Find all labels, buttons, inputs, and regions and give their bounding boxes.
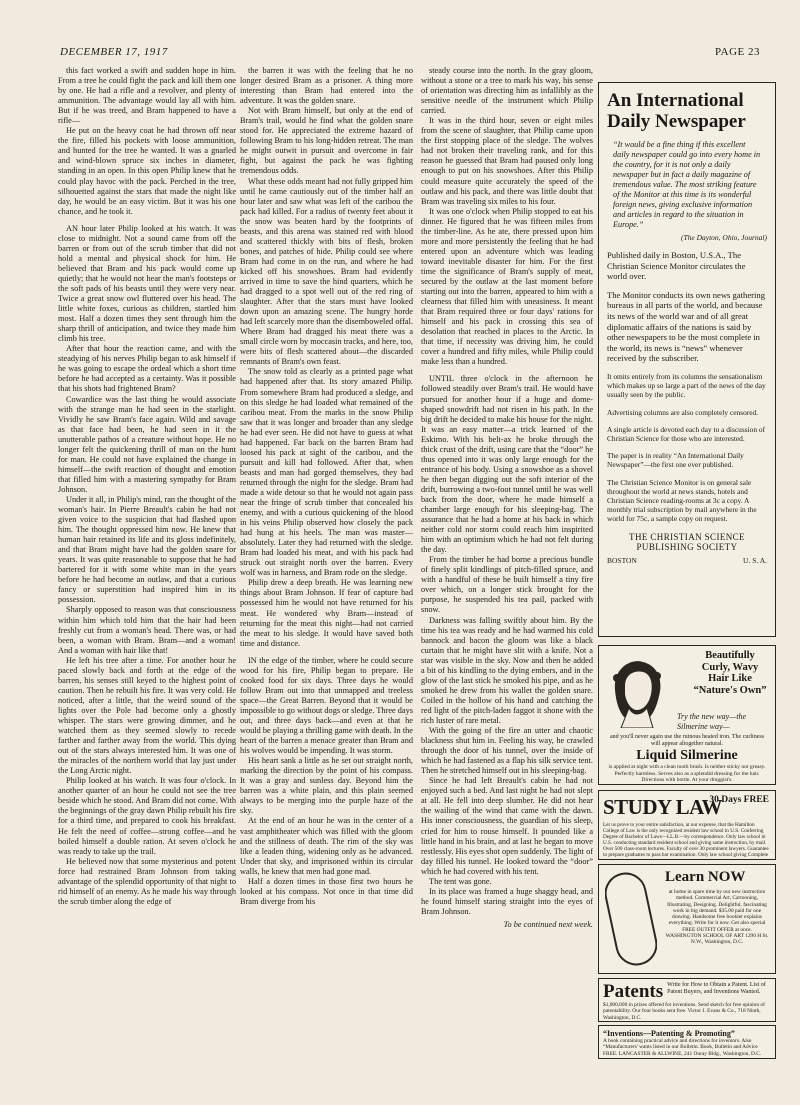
ad-paragraph: Advertising columns are also completely censored. xyxy=(607,407,759,417)
ad-quote: “It would be a fine thing if this excellent daily newspaper could go into every home in the country, for it is not only a daily newspaper but in fact a daily magazine of tremendous value. The most striking feature of the Monitor at this time is its wonderful foreign news, giving exclusive information and articles in regard to the situation in Europe.” xyxy=(613,140,761,229)
ad-body: Try the new way—the Silmerine way— xyxy=(677,712,747,731)
story-paragraph: The snow told as clearly as a printed page what had happened after that. Its story amazed Philip. From somewhere Bram had produced a sledge, and on this sledge he had loaded what remained of the caribou meat. From the marks in the snow Philip saw that it was longer and broader than any sledge he had ever seen. He did not have to guess at what had happened. Far back on the barren Bram had loosed his pack at sight of the caribou, and the pursuit and kill had followed. After that, when beasts and man had gorged themselves, they had returned through the night for the sledge. Bram had made a wide detour so that he would not again pass near the fringe of scrub timber that concealed his enemy, and with a curious quickening of the blood in his veins Philip observed how closely the pack had hung at his heels. The man was master—absolutely. Later they had returned with the sledge. Bram had loaded his meat, and with his pack had struck out straight north over the barren. Every wolf was in harness, and Bram rode on the sledge. xyxy=(240,367,413,578)
story-paragraph: He believed now that some mysterious and potent force had restrained Bram Johnson from taking advantage of the splendid opportunity of that night to rid himself of an enemy. As he made his way through the scrub timber along the edge of xyxy=(58,856,236,906)
ad-subtitle: Write for How to Obtain a Patent. List of Patent Buyers, and Inventions Wanted. xyxy=(667,982,766,995)
issue-date: DECEMBER 17, 1917 xyxy=(60,46,168,58)
ad-paragraph: The Christian Science Monitor is on general sale throughout the world at news stands, hotels and Christian Science reading-rooms at 3c a copy. A monthly trial subscription by mail anywhere in the world for 75c, a sample copy on request. xyxy=(607,477,757,524)
story-column-1 xyxy=(58,66,236,1086)
ad-city: BOSTON xyxy=(607,555,637,565)
inventions-advertisement xyxy=(598,1025,776,1059)
ad-title: An International Daily Newspaper xyxy=(607,90,746,132)
ad-paragraph: The Monitor conducts its own news gathering bureaus in all parts of the world, and because its news of the world war and of all great diplomatic affairs of the nations is said by other newspapers to be the most complete in the world, its news is “news” whenever received by the subscriber. xyxy=(607,289,766,364)
ad-note: and you'll never again use the ruinous heated iron. The curliness will appear altogether natural. xyxy=(609,734,765,747)
story-paragraph: From the timber he had borne a precious bundle of finely split kindlings of pitch-filled spruce, and with a handful of these he built himself a tiny fire over which, on a longer stick brought for the purpose, he suspended his tea pail, packed with snow. xyxy=(421,555,593,615)
story-paragraph: the barren it was with the feeling that he no longer desired Bram as a prisoner. A thing more interesting than Bram had entered into the adventure. It was the golden snare. xyxy=(240,66,413,106)
story-paragraph: AN hour later Philip looked at his watch. It was close to midnight. Not a sound came from off the barren or from out of the scrub timber that did not hold a mental and physical shock for him. He believed that Bram and his pack would come up quietly; that he would not hear the man's footsteps or the soft pads of his beasts until they were very near. Twice a great snow owl fluttered over his head. The little white foxes, curious as children, startled him most. Half a dozen times they sent through him the sharp thrill of anticipation, and twice they made him climb his tree. xyxy=(58,223,236,344)
ad-body: $1,000,000 in prizes offered for inventions. Send sketch for free opinion of patentability. Our four books sent free. Victor J. Evans & Co., 718 Ninth, Washington, D.C. xyxy=(603,1002,765,1021)
ad-title: “Inventions—Patenting & Promoting” xyxy=(603,1029,735,1038)
story-paragraph: UNTIL three o'clock in the afternoon he followed steadily over Bram's trail. He would have pursued for another hour if a huge and dome-shaped snowdrift had not risen in his path. In the big drift he decided to make his house for the night. It was an easy matter—a trick learned of the Eskimo. With his belt-ax he broke through the thick crust of the drift, using care that the “door” he thus opened into it was only large enough for the entrance of his body. Using a snowshoe as a shovel he then began digging out the soft interior of the drift, burrowing a two-foot tunnel until he was well back from the door, where he made himself a chamber large enough for his sleeping-bag. The assurance that he had a home at his back in which neither cold nor storm could reach him inspirited him with an optimism which he had not felt during the day. xyxy=(421,374,593,555)
story-column-3 xyxy=(421,66,593,1086)
woman-portrait-icon xyxy=(605,656,671,728)
story-paragraph: Under it all, in Philip's mind, ran the thought of the woman's hair. In Pierre Breault's cabin he had not given voice to the suspicion that had flashed upon him. The thought oppressed him now. He knew that human hair retained its life and its gloss indefinitely, and that Bram might have had the golden snare for years. It was quite reasonable to suppose that he had bartered for it with some white man in the years before he had become an outlaw, and that a curious fancy or superstition had inspired him in its possession. xyxy=(58,494,236,605)
ad-title: STUDY LAW xyxy=(603,795,722,819)
continued-note: To be continued next week. xyxy=(503,919,593,929)
story-paragraph: With the going of the fire an utter and chaotic blackness shut him in. Feeling his way, he crawled through the door of his tunnel, over the inside of which he had fastened as a flap his silk service tent. Then he stretched himself out in his sleeping-bag. xyxy=(421,726,593,776)
story-paragraph: He put on the heavy coat he had thrown off near the fire, filled his pockets with loose ammunition, and hunted for the tree he wanted. It was a gnarled and wind-blown spruce six inches in diameter, standing in an open. In this open Philip knew that he could play havoc with the pack. Perched in the tree, silhouetted against the stars that made the night like day, he would be an easy victim. But it was his one chance, and he took it. xyxy=(58,126,236,216)
ad-publisher: THE CHRISTIAN SCIENCE PUBLISHING SOCIETY xyxy=(629,531,745,552)
section-break xyxy=(421,367,593,374)
ad-body: A book containing practical advice and directions for inventors. Also “Manufacturers' wants listed in our Bulletin. Book, Bulletin and Advice FREE. LANCASTER & ALLWINE, 241 Ouray Bldg., Washington, D.C. xyxy=(603,1038,762,1057)
story-paragraph: What these odds meant had not fully gripped him until he came cautiously out of the timber half an hour later and saw what was left of the caribou the pack had killed. For a radius of twenty feet about it the snow was beaten hard by the footprints of beasts, and this arena was stained red with blood and scattered thickly with bits of flesh, broken bones, and patches of hide. Philip could see where Bram had come in on the run, and where he had kicked off his snowshoes. Bram had evidently arrived in time to save the hind quarters, which he had dragged to a spot well out of the red ring of slaughter. After that the stars must have looked down upon an amazing scene. The hungry horde had left scarcely more than the disemboweled offal. Where Bram had dragged his meat there was a small circle worn by moccasin tracks, and here, too, were bits of flesh scattered about—the discarded remnants of Bram's own feast. xyxy=(240,176,413,367)
story-paragraph: Sharply opposed to reason was that consciousness within him which told him that the hair had been freshly cut from a woman's head. There was, or had been, a woman with Bram. Bram—and a woman! And a woman with hair like that! xyxy=(58,605,236,655)
ad-offer: 30 Days FREE xyxy=(709,795,769,805)
ad-paragraph: The paper is in reality “An International Daily Newspaper”—the first one ever published. xyxy=(607,451,744,470)
story-paragraph: this fact worked a swift and sudden hope in him. From a tree he could fight the pack and kill them one by one. He had a rifle and a revolver, and plenty of ammunition. The advantage would lay all with him. But if he was treed, and Bram happened to have a rifle— xyxy=(58,66,236,126)
story-paragraph: Philip looked at his watch. It was four o'clock. In another quarter of an hour he could not see the tree beside which he stood. And Bram did not come. With the beginnings of the gray dawn Philip rebuilt his fire for a third time, and prepared to cook his breakfast. He felt the need of coffee—strong coffee—and he boiled himself a double ration. At seven o'clock he was ready to take up the trail. xyxy=(58,776,236,856)
ad-paragraph: A single article is devoted each day to a discussion of Christian Science for those who are interested. xyxy=(607,424,766,443)
story-paragraph: The tent was gone. xyxy=(429,876,492,886)
section-break xyxy=(58,217,236,224)
page-number: PAGE 23 xyxy=(715,46,760,58)
story-paragraph: IN the edge of the timber, where he could secure wood for his fire, Philip began to prepare. He cooked food for six days. Three days he would follow Bram out into that unmapped and treeless space—the Great Barren. Beyond that it would be impossible to go without dogs or sledge. Three days out, and three days back—and even at that he would be playing a thrilling game with death. In the heart of the barren a menace greater than Bram and his wolves would be impending. It was storm. xyxy=(240,655,413,756)
story-paragraph: steady course into the north. In the gray gloom, without a stone or a tree to mark his way, his sense of orientation was directing him as infallibly as the sensitive needle of the instrument which Philip carried. xyxy=(421,66,593,116)
ad-fine-print: is applied at night with a clean tooth brush. Is neither sticky nor greasy. Perfectly harmless. Serves also as a splendid dressing for the hair. Directions with bottle. At your druggist's. xyxy=(608,764,766,783)
story-paragraph: He left his tree after a time. For another hour he paced slowly back and forth at the edge of the barren, his senses still keyed to the highest point of caution. Then he rebuilt his fire. It was very cold. He noticed, after a little, that the weird sound of the lights over the Pole had become only a ghostly whisper. The stars were growing dimmer, and he watched them as they seemed slowly to recede farther and farther away from the world. This dying out of the stars always interested him. It was one of the miracles of the northern world that lay just under the Long Arctic night. xyxy=(58,655,236,776)
ad-country: U. S. A. xyxy=(743,555,767,565)
ad-paragraph: Published daily in Boston, U.S.A., The Christian Science Monitor circulates the world over. xyxy=(607,250,746,282)
ad-title: Patents xyxy=(603,981,664,1002)
story-paragraph: After that hour the reaction came, and with the steadying of his nerves Philip began to ask himself if he was going to escape the ordeal which a short time before he had accepted as a certainty. Was it possible that his shots had frightened Bram? xyxy=(58,344,236,394)
story-column-2 xyxy=(240,66,413,1086)
product-name: Liquid Silmerine xyxy=(636,748,738,763)
ad-paragraph: It omits entirely from its columns the sensationalism which makes up so large a part of the news of the day usually seen by the public. xyxy=(607,371,766,400)
ad-body: at home in spare time by our new instruction method. Commercial Art, Cartooning, Illustrating, Designing. Delightful, fascinating work in big demand. $35.00 paid for one drawing. Handsome free booklet explains everything. Write for it now. Get also special FREE OUTFIT OFFER at once. WASHINGTON SCHOOL OF ART 1290 H St. N.W., Washington, D.C. xyxy=(665,889,769,946)
story-paragraph: It was one o'clock when Philip stopped to eat his dinner. He figured that he was fifteen miles from the timber-line. As he ate, there pressed upon him more and more persistently the feeling that he had entered upon an adventure which was leading toward inevitable disaster for him. For the first time the significance of Bram's supply of meat, secured by the outlaw at the last moment before starting out into the barren, appeared to him with a clearness that filled him with uneasiness. It meant that Bram required three or four days' rations for himself and his pack in crossing this sea of desolation that reached in places to the Arctic. In that time, if necessity was driving him, he could cover a hundred and fifty miles, while Philip could make less than a hundred. xyxy=(421,206,593,367)
story-paragraph: In its place was framed a huge shaggy head, and he found himself staring straight into the eyes of Bram Johnson. xyxy=(421,886,593,916)
story-paragraph: His heart sank a little as he set out straight north, marking the direction by the point of his compass. It was a gray and sunless day. Beyond him the barren was a white plain, and this plain seemed always to be merging into the purple haze of the sky. xyxy=(240,756,413,816)
story-paragraph: Darkness was falling swiftly about him. By the time his tea was ready and he had warmed his cold bannock and bacon the gloom was like a black curtain that he might have slit with a knife. Not a star was visible in the sky. Now and then he added a bit of his kindling to the dying embers, and in the glow of the last stick he smoked his pipe, and as he smoked he drew from his wallet the golden snare. Coiled in the hollow of his hand and catching the red light of the pitch-laden faggot it shone with the rich luster of rare metal. xyxy=(421,615,593,725)
art-school-advertisement xyxy=(598,864,776,974)
story-paragraph: Since he had left Breault's cabin he had not enjoyed such a bed. And last night he had not slept at all. He fell into deep slumber. He did not hear the wailing of the wind that came with the dawn. His inner consciousness, the guardian of his sleep, cried for him to rouse himself. It pounded like a little hand in his brain, and at last he began to move restlessly. His eyes shot open suddenly. The light of day filled his tunnel. He looked toward the “door” which he had covered with his tent. xyxy=(421,776,593,876)
story-paragraph: Not with Bram himself, but only at the end of Bram's trail, would he find what the golden snare stood for. He appreciated the extreme hazard of following Bram to his long-hidden retreat. The man he might outwit in pursuit and overcome in fair fight, but against the pack he was fighting tremendous odds. xyxy=(240,106,413,176)
patent-advertisement xyxy=(598,978,776,1022)
page-header xyxy=(60,46,760,66)
ad-headline: Beautifully Curly, Wavy Hair Like “Nature's Own” xyxy=(693,650,767,696)
story-paragraph: Philip drew a deep breath. He was learning new things about Bram Johnson. If fear of capture had possessed him he would not have returned for his meat. He wondered why Bram—instead of returning for the meat this night—had not carried the meat to his sledge. It would have saved both time and distance. xyxy=(240,578,413,648)
story-paragraph: Half a dozen times in those first two hours he looked at his compass. Not once in that time did Bram diverge from his xyxy=(240,876,413,906)
hair-advertisement xyxy=(598,645,776,785)
section-break xyxy=(240,649,413,656)
ad-address xyxy=(607,556,767,565)
ad-body: Let us prove to your entire satisfaction, at our expense, that the Hamilton College of Law is the only recognized resident law school in U.S. Conferring Degree of Bachelor of Laws—LL.B.—by correspondence. Only law school in U.S. conducting standard resident school and giving same instruction, by mail. Over 500 class-room lectures. Faculty of over 30 prominent lawyers. Guarantee to prepare graduates to pass bar examination. Only law school giving Complete xyxy=(603,822,769,859)
story-paragraph: At the end of an hour he was in the center of a vast amphitheater which was filled with the gloom and the stillness of death. The rim of the sky was like a leaden thing, widening only as he advanced. Under that sky, and imprisoned within its circular walls, he knew that men had gone mad. xyxy=(240,816,413,876)
newspaper-advertisement xyxy=(598,82,776,637)
ad-quote-source: (The Dayton, Ohio, Journal) xyxy=(680,233,767,242)
ad-headline: Learn NOW xyxy=(665,869,746,885)
law-school-advertisement xyxy=(598,790,776,860)
art-badge-icon xyxy=(605,871,657,967)
story-paragraph: It was in the third hour, seven or eight miles from the scene of slaughter, that Philip came upon the first stopping place of the sledge. The wolves had not broken their traveling rank, and for this reason he guessed that Bram had paused only long enough to put on his snowshoes. After this Philip could measure quite accurately the speed of the outlaw and his pack, and there was little doubt that Bram was traveling six miles to his four. xyxy=(421,116,593,206)
story-paragraph: Cowardice was the last thing he would associate with the strange man he had seen in the starlight. Vividly he saw Bram's face again. Wild and savage as that face had been, he had seen in it the unutterable pathos of a creature without hope. He no longer felt the quickening thrill of man on the hunt for man. He could not have explained the change in himself—the swift reaction of thought and emotion that filled him with a mastering sympathy for Bram Johnson. xyxy=(58,394,236,494)
